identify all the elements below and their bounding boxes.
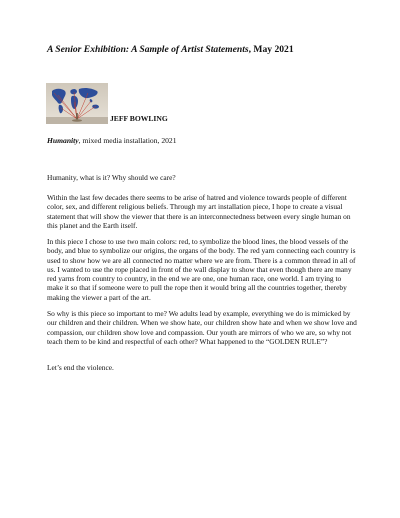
world-map-installation-image bbox=[46, 83, 108, 124]
statement-paragraph: Let’s end the violence. bbox=[47, 363, 114, 372]
work-details: , mixed media installation, 2021 bbox=[78, 136, 177, 145]
document-title bbox=[47, 44, 367, 55]
exhibition-title: A Senior Exhibition: A Sample of Artist Statements bbox=[47, 44, 249, 55]
work-caption bbox=[47, 136, 177, 145]
artwork-photo bbox=[46, 83, 108, 124]
statement-paragraph: Humanity, what is it? Why should we care? bbox=[47, 173, 176, 182]
statement-paragraph: Within the last few decades there seems to be arise of hatred and violence towards people of different color, sex, and different religious beliefs. Through my art installation piece, I hope to create a visual statement that will show the viewer that there is an interconnectedness between every single human on this planet and the Earth itself. bbox=[47, 193, 351, 230]
statement-paragraph: In this piece I chose to use two main colors: red, to symbolize the blood lines, the blood vessels of the body, and blue to symbolize our origins, the organs of the body. The red yarn connecting each country is used to show how we are all connected no matter where we are from. There is a common thread in all of us. I wanted to use the rope placed in front of the wall display to show that even though there are many red yarns from country to country, in the end we are one, one human race, one world. I am trying to make it so that if someone were to pull the rope then it would bring all the countries together, thereby making the viewer a part of the art. bbox=[47, 237, 356, 302]
statement-paragraph: So why is this piece so important to me? We adults lead by example, everything we do is mimicked by our children and their children. When we show hate, our children show hate and when we show love and compassion, our children show love and compassion. Our youth are mirrors of who we are, so why not teach them to be kind and respectful of each other? What happened to the “GOLDEN RULE”? bbox=[47, 309, 357, 346]
work-title: Humanity bbox=[47, 136, 79, 145]
artist-name: JEFF BOWLING bbox=[110, 114, 168, 123]
exhibition-date: , May 2021 bbox=[248, 44, 294, 55]
